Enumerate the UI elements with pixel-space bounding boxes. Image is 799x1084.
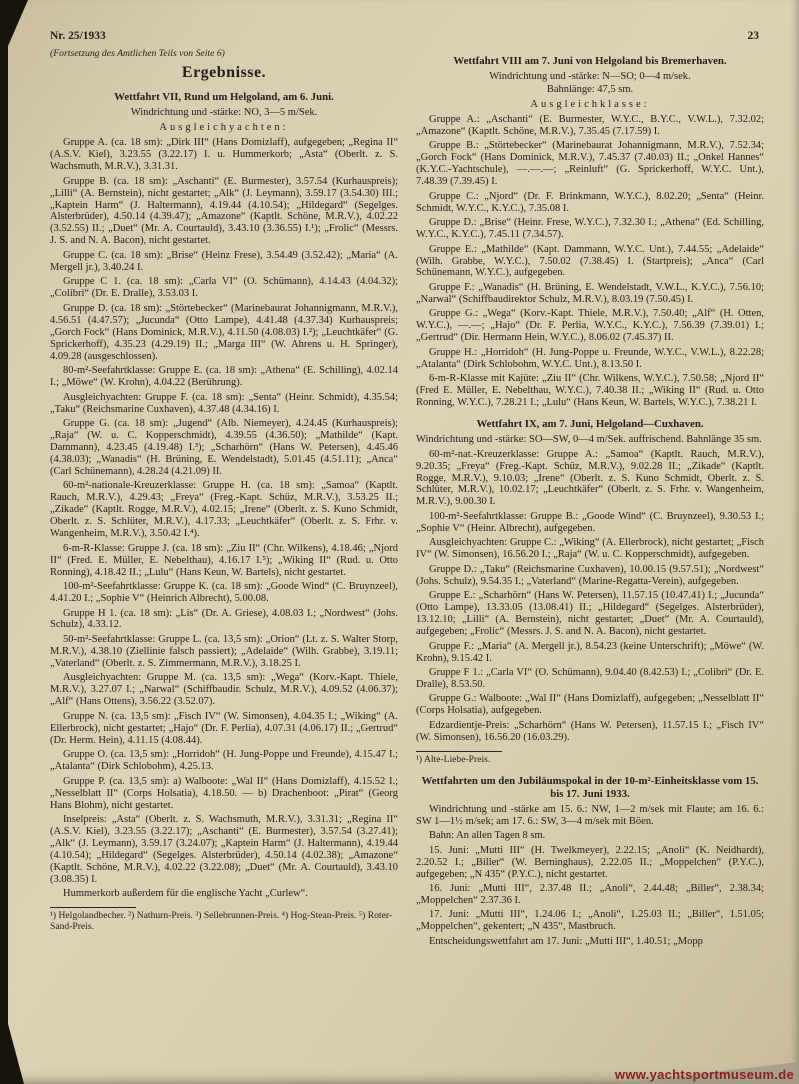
course-length: Bahnlänge: 47,5 sm. [546,83,634,95]
result-paragraph: Gruppe G.: Walboote: „Wal II“ (Hans Domizlaff), aufgegeben; „Nesselblatt II“ (Corps Holsatia), aufgegeben. [416,693,764,717]
result-paragraph: Gruppe D. (ca. 18 sm): „Störtebecker“ (Marinebaurat Johannigmann, M.R.V.), 4.56.51 (4.47.57); „Jucunda“ (Otto Lampe), 4.41.48 (4.37.34) Kurhauspreis; „Gorch Fock“ (Hans Dominick, M.R.V.), 4.11.50 (4.08.03) I.²); „Leuchtkäfer“ (G. Sprickerhoff), 4.35.23 (4.29.19) II.; „Marga III“ (W. Ahrens u. H. Springer), 4.09.28 (ausgeschlossen). [50,302,398,362]
result-paragraph: Gruppe D.: „Brise“ (Heinr. Frese, W.Y.C.), 7.32.30 I.; „Athena“ (Ed. Schilling, W.Y.C., K.Y.C.), 7.45.11 (7.34.57). [416,217,764,241]
result-paragraph: Hummerkorb außerdem für die englische Yacht „Curlew“. [63,888,308,900]
result-paragraph: Gruppe C 1. (ca. 18 sm): „Carla VI“ (O. Schümann), 4.14.43 (4.04.32); „Colibri“ (Dr. E. Dralle), 3.53.03 I. [50,276,398,300]
result-paragraph: Gruppe A.: „Aschanti“ (E. Burmester, W.Y.C., B.Y.C., V.W.L.), 7.32.02; „Amazone“ (Kaptlt. Schöne, M.R.V.), 7.35.45 (7.17.59) I. [416,113,764,137]
issue-number: Nr. 25/1933 [50,30,106,42]
result-paragraph: 100-m²-Seefahrtklasse: Gruppe K. (ca. 18 sm): „Goode Wind“ (C. Bruynzeel), 4.41.20 I.; „Sophie V“ (Heinrich Albrecht), 5.00.08. [50,581,398,605]
result-paragraph: 60-m²-nat.-Kreuzerklasse: Gruppe A.: „Samoa“ (Kaptlt. Rauch, M.R.V.), 9.20.35; „Freya“ (Freg.-Kapt. Schüz, M.R.V.), 9.02.28 II.; „Zikade“ (Kaptlt. Rogge, M.R.V.), 9.10.03; „Irene“ (Oberlt. z. S. Kuno Schmidt, Oberlt. z. S. Schlüter, M.R.V.), 10.02.17; „Leuchtkäfer“ (Oberlt. z. S. Frhr. v. Wangenheim, M.R.V.), 9.00.30 I. [416,448,764,508]
right-column [416,46,764,950]
footnote-rule [50,907,136,908]
result-paragraph: Gruppe H.: „Horridoh“ (H. Jung-Poppe u. Freunde, W.Y.C., V.W.L.), 8.22.28; „Atalanta“ (Dirk Schlobohm, W.Y.C. Unt.), 8.13.50 I. [416,346,764,370]
wind-info: Windrichtung und -stärke: N—SO; 0—4 m/sek. [489,70,691,82]
result-paragraph: 6-m-R-Klasse mit Kajüte: „Ziu II“ (Chr. Wilkens, W.Y.C.), 7.50.58; „Njord II“ (Fred E. Müller, E. Nebelthau, W.Y.C.), 7.40.38 II.; „Wiking II“ (Rud. u. Otto Ronning, W.Y.C.), 7.28.21 I.; „Lulu“ (Hans Keun, W. Bartels, W.Y.C.), 7.38.21 I. [416,373,764,409]
result-paragraph: Gruppe G. (ca. 18 sm): „Jugend“ (Alb. Niemeyer), 4.24.45 (Kurhauspreis); „Raja“ (W. u. C. Kopperschmidt), 4.39.55 (4.36.50); „Mathilde“ (Kapt. Dammann), 4.23.45 (4.19.48) I.³); „Scharhörn“ (Hans W. Petersen), 4.45.46 (4.38.03); „Wanadis“ (H. Brüning, E. Wendelstadt), 5.01.45 (4.51.11); „Anca“ (Carl Schünemann), 4.28.24 (4.21.09) II. [50,417,398,477]
text-columns [0,42,799,950]
section-title-jubilaeumspokal: Wettfahrten um den Jubiläumspokal in der 10-m²-Einheitsklasse vom 15. bis 17. Juni 1933. [421,774,759,800]
result-paragraph: 6-m-R-Klasse: Gruppe J. (ca. 18 sm): „Ziu II“ (Chr. Wilkens), 4.18.46; „Njord II“ (Fred. E. Müller, E. Nebelthau), 4.16.17 I.⁵); „Wiking II“ (Rud. u. Otto Ronning), 4.18.42 II.; „Lulu“ (Hans Keun, W. Bartels), nicht gestartet. [50,542,398,578]
section-title-wettfahrt-vii: Wettfahrt VII, Rund um Helgoland, am 6. Juni. [114,91,334,104]
result-paragraph: Gruppe A. (ca. 18 sm): „Dirk III“ (Hans Domizlaff), aufgegeben; „Regina II“ (A.S.V. Kiel), 3.23.55 (3.22.17) I. u. Hummerkorb; „Asta“ (Oberlt. z. S. Wachsmuth, M.R.V.), 3.31.31. [50,137,398,173]
result-paragraph: Gruppe B.: „Störtebecker“ (Marinebaurat Johannigmann, M.R.V.), 7.52.34; „Gorch Fock“ (Hans Dominick, M.R.V.), 7.45.37 (7.40.03) II.; „Onkel Hannes“ (K.Y.C.-Yachtschule), —.—.—; „Reinluft“ (G. Sprickerhoff, W.Y.C. Unt.), 7.48.39 (7.39.45) I. [416,140,764,188]
continuation-note: (Fortsetzung des Amtlichen Teils von Seite 6) [50,48,225,59]
section-title-wettfahrt-ix: Wettfahrt IX, am 7. Juni, Helgoland—Cuxhaven. [476,418,704,431]
page-number: 23 [747,30,759,42]
scan-corner-bottom-left [8,1024,24,1084]
result-paragraph: Ausgleichyachten: Gruppe C.: „Wiking“ (A. Ellerbrock), nicht gestartet; „Fisch IV“ (W. Simonsen), 16.56.20 I.; „Raja“ (W. u. C. Kopperschmidt), aufgegeben. [416,537,764,561]
main-heading: Ergebnisse. [181,64,267,82]
footnotes: ¹) Alte-Liebe-Preis. [416,753,491,765]
wind-info: Windrichtung und -stärke: NO, 3—5 m/Sek. [130,107,318,119]
left-column [50,46,398,950]
result-paragraph: Ausgleichyachten: Gruppe M. (ca. 13,5 sm): „Wega“ (Korv.-Kapt. Thiele, M.R.V.), 3.27.07 I.; „Narwal“ (Schiffbaudir. Schulz, M.R.V.), 4.09.52 (4.06.37); „Alf“ (Hans Ottens), 3.56.22 (3.52.07). [50,672,398,708]
result-paragraph: 17. Juni: „Mutti III“, 1.24.06 I.; „Anoli“, 1.25.03 II.; „Biller“, 1.51.05; „Moppelchen“, gekentert; „N 435“, Mastbruch. [416,909,764,933]
watermark: www.yachtsportmuseum.de [614,1067,794,1082]
course-info: Bahn: An allen Tagen 8 sm. [429,830,546,842]
result-paragraph: Gruppe D.: „Taku“ (Reichsmarine Cuxhaven), 10.00.15 (9.57.51); „Nordwest“ (Johs. Schulz), 9.54.35 I.; „Vaterland“ (Marine-Regatta-Verein), aufgegeben. [416,563,764,587]
class-heading: Ausgleichyachten: [159,122,289,134]
result-paragraph: Gruppe C. (ca. 18 sm): „Brise“ (Heinz Frese), 3.54.49 (3.52.42); „Maria“ (A. Mergell jr.), 3.40.24 I. [50,249,398,273]
result-paragraph: Entscheidungswettfahrt am 17. Juni: „Mutti III“, 1.40.51; „Mopp [429,935,703,947]
result-paragraph: 16. Juni: „Mutti III“, 2.37.48 II.; „Anoli“, 2.44.48; „Biller“, 2.38.34; „Moppelchen“ 2.37.36 I. [416,882,764,906]
result-paragraph: Gruppe E.: „Scharhörn“ (Hans W. Petersen), 11.57.15 (10.47.41) I.; „Jucunda“ (Otto Lampe), 13.33.05 (13.08.41) II.; „Hildegard“ (Segelges. Alsterbrüder), 13.12.10; „Lilli“ (A. Bernstein), nicht gestartet; „Duet“ (Mr. A. Courtauld), aufgegeben; „Frolic“ (Messrs. J. S. and N. A. Bacon), nicht gestartet. [416,590,764,638]
page-header [0,0,799,42]
wind-info: Windrichtung und -stärke: SO—SW, 0—4 m/Sek. auffrischend. Bahnlänge 35 sm. [416,434,762,446]
result-paragraph: 50-m²-Seefahrtklasse: Gruppe L. (ca. 13,5 sm): „Orion“ (Lt. z. S. Walter Storp, M.R.V.), 4.38.10 (Ziellinie falsch passiert); „Adelaide“ (Wilh. Grabbe), 3.19.11; „Vaterland“ (Oberlt. z. S. Zimmermann, M.R.V.), 3.18.25 I. [50,633,398,669]
result-paragraph: 60-m²-nationale-Kreuzerklasse: Gruppe H. (ca. 18 sm): „Samoa“ (Kaptlt. Rauch, M.R.V.), 4.29.43; „Freya“ (Freg.-Kapt. Schüz, M.R.V.), 3.53.25 II.; „Zikade“ (Kaptlt. Rogge, M.R.V.), 4.02.15; „Irene“ (Oberlt. z. S. Kuno Schmidt, Oberlt. z. S. Schlüter, M.R.V.), 4.17.33; „Leuchtkäfer“ (Oberlt. z. S. Frhr. v. Wangenheim, M.R.V.), 3.50.42 I.⁴). [50,480,398,540]
result-paragraph: Gruppe P. (ca. 13,5 sm): a) Walboote: „Wal II“ (Hans Domizlaff), 4.15.52 I.; „Nesselblatt II“ (Corps Holsatia), 4.18.50. — b) Drachenboot: „Pirat“ (Georg Hans Blohm), nicht gestartet. [50,775,398,811]
result-paragraph: Gruppe F.: „Maria“ (A. Mergell jr.), 8.54.23 (keine Unterschrift); „Möwe“ (W. Krohn), 9.15.42 I. [416,640,764,664]
result-paragraph: 80-m²-Seefahrtklasse: Gruppe E. (ca. 18 sm): „Athena“ (E. Schilling), 4.02.14 I.; „Möwe“ (W. Krohn), 4.04.22 (Berührung). [50,365,398,389]
section-title-wettfahrt-viii: Wettfahrt VIII am 7. Juni von Helgoland bis Bremerhaven. [453,55,727,67]
result-paragraph: Edzardientje-Preis: „Scharhörn“ (Hans W. Petersen), 11.57.15 I.; „Fisch IV“ (W. Simonsen), 16.56.20 (16.03.29). [416,719,764,743]
result-paragraph: Ausgleichyachten: Gruppe F. (ca. 18 sm): „Senta“ (Heinr. Schmidt), 4.35.54; „Taku“ (Reichsmarine Cuxhaven), 4.37.48 (4.34.16) I. [50,391,398,415]
result-paragraph: Gruppe F 1.: „Carla VI“ (O. Schümann), 9.04.40 (8.42.53) I.; „Colibri“ (Dr. E. Dralle), 8.53.50. [416,667,764,690]
result-paragraph: Gruppe E.: „Mathilde“ (Kapt. Dammann, W.Y.C. Unt.), 7.44.55; „Adelaide“ (Wilh. Grabbe, W.Y.C.), 7.50.02 (7.38.45) I. (Startpreis); „Anca“ (Carl Schünemann, W.Y.C.), aufgegeben. [416,243,764,279]
footnotes: ¹) Helgolandbecher. ²) Nathurn-Preis. ³) Sellebrunnen-Preis. ⁴) Hog-Stean-Preis. ⁵) Roter-Sand-Preis. [50,910,393,933]
wind-info: Windrichtung und -stärke am 15. 6.: NW, 1—2 m/sek mit Flaute; am 16. 6.: SW 1—1½ m/sek; am 17. 6.: SW, 3—4 m/sek mit Böen. [416,803,764,827]
class-heading: Ausgleichklasse: [530,98,650,110]
result-paragraph: 15. Juni: „Mutti III“ (H. Twelkmeyer), 2.22.15; „Anoli“ (K. Neidhardt), 2.20.52 I.; „Biller“ (W. Berninghaus), 2.22.05 II.; „Moppelchen“ (P.Y.C.), aufgegeben; „N 435“ (P.Y.C.), nicht gestartet. [416,844,764,880]
result-paragraph: Gruppe F.: „Wanadis“ (H. Brüning, E. Wendelstadt, V.W.L., K.Y.C.), 7.56.10; „Narwal“ (Schiffbaudirektor Schulz, M.R.V.), 8.03.19 (7.50.45) I. [416,281,764,305]
result-paragraph: Gruppe G.: „Wega“ (Korv.-Kapt. Thiele, M.R.V.), 7.50.40; „Alf“ (H. Otten, W.Y.C.), —.—; „Hajo“ (Dr. F. Perlia, W.Y.C., K.Y.C.), 7.56.39 (7.39.01) I.; „Gertrud“ (Dir. Hermann Hein, W.Y.C.), 8.06.02 (7.45.37) II. [416,308,764,344]
result-paragraph: Gruppe B. (ca. 18 sm): „Aschanti“ (E. Burmester), 3.57.54 (Kurhauspreis); „Lilli“ (A. Bernstein), nicht gestartet; „Alk“ (J. Leymann), 3.59.17 (3.54.30) III.; „Kaptein Harm“ (J. Haltermann), 4.19.44 (4.10.54); „Hildegard“ (Segelges. Alsterbrüder), 4.50.14 (4.39.47); „Amazone“ (Kaptlt. Schöne, M.R.V.), 4.02.22 (3.52.55) II.; „Duet“ (Mr. A. Courtauld), 3.43.10 (3.36.55) I.¹); „Frolic“ (Messrs. J. S. and N. A. Bacon), nicht gestartet. [50,175,398,247]
scan-edge-left [0,0,8,1084]
result-paragraph: Gruppe C.: „Njord“ (Dr. F. Brinkmann, W.Y.C.), 8.02.20; „Senta“ (Heinr. Schmidt, W.Y.C., K.Y.C.), 7.35.08 I. [416,190,764,214]
result-paragraph: Gruppe H 1. (ca. 18 sm): „Lis“ (Dr. A. Griese), 4.08.03 I.; „Nordwest“ (Johs. Schulz), 4.33.12. [50,607,398,631]
result-paragraph: 100-m²-Seefahrtklasse: Gruppe B.: „Goode Wind“ (C. Bruynzeel), 9.30.53 I.; „Sophie V“ (Heinr. Albrecht), aufgegeben. [416,510,764,534]
result-paragraph: Gruppe O. (ca. 13,5 sm): „Horridoh“ (H. Jung-Poppe und Freunde), 4.15.47 I.; „Atalanta“ (Dirk Schlobohm), 4.25.13. [50,749,398,773]
result-paragraph: Inselpreis: „Asta“ (Oberlt. z. S. Wachsmuth, M.R.V.), 3.31.31; „Regina II“ (A.S.V. Kiel), 3.23.55 (3.22.17); „Aschanti“ (E. Burmester), 3.57.54 (3.27.41); „Alk“ (J. Leymann), 3.59.17 (3.24.07); „Kaptein Harm“ (J. Haltermann), 4.19.44 (4.10.54); „Hildegard“ (Segelges. Alsterbrüder), 4.50.14 (4.02.38); „Amazone“ (Kaptlt. Schöne, M.R.V.), 4.02.22 (3.22.08); „Duet“ (Mr. A. Courtauld), 3.43.10 (3.08.35) I. [50,814,398,885]
footnote-rule [416,751,502,752]
result-paragraph: Gruppe N. (ca. 13,5 sm): „Fisch IV“ (W. Simonsen), 4.04.35 I.; „Wiking“ (A. Ellerbrock), nicht gestartet; „Hajo“ (Dr. F. Perlia), 4.07.31 (4.06.17) II.; „Gertrud“ (Dr. Herm. Hein), 4.11.15 (4.08.44). [50,710,398,746]
